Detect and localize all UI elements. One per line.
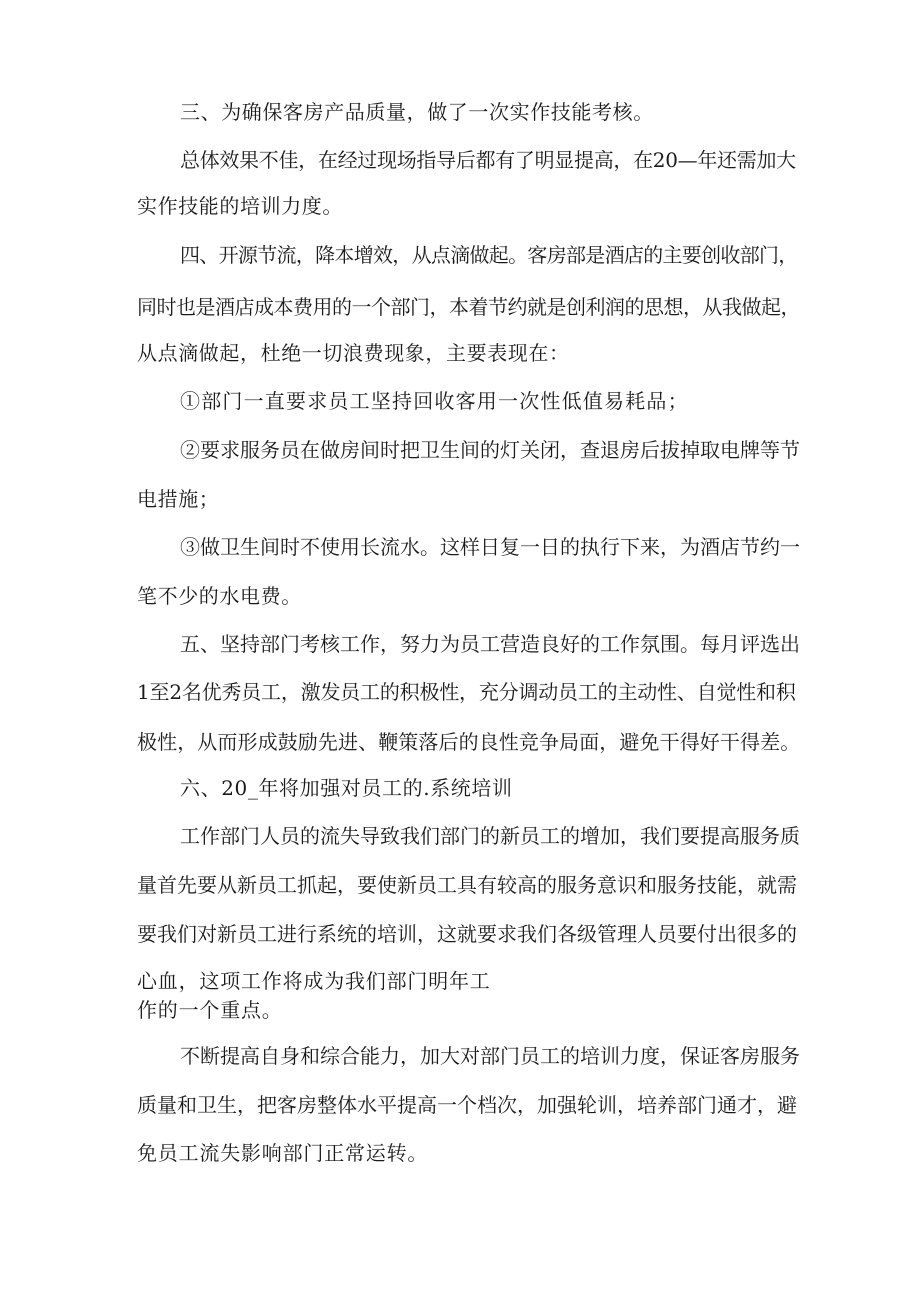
text-line: ①部门一直要求员工坚持回收客用一次性低值易耗品；	[180, 389, 689, 413]
text-line: 从点滴做起，杜绝一切浪费现象，主要表现在：	[137, 341, 570, 365]
text-line: 要我们对新员工进行系统的培训，这就要求我们各级管理人员要付出很多的	[137, 922, 797, 946]
text-line: 实作技能的培训力度。	[137, 194, 343, 218]
text-line: ②要求服务员在做房间时把卫生间的灯关闭，查退房后拔掉取电牌等节	[180, 438, 800, 462]
text-line: 总体效果不佳，在经过现场指导后都有了明显提高，在20—年还需加大	[180, 148, 796, 172]
text-line: 工作部门人员的流失导致我们部门的新员工的增加，我们要提高服务质	[180, 824, 800, 848]
text-line: 作的一个重点。	[137, 998, 283, 1022]
text-line: 心血，这项工作将成为我们部门明年工	[137, 969, 491, 993]
text-line: 不断提高自身和综合能力，加大对部门员工的培训力度，保证客房服务	[180, 1044, 800, 1068]
text-line: 量首先要从新员工抓起，要使新员工具有较高的服务意识和服务技能，就需	[137, 873, 797, 897]
text-line: 质量和卫生，把客房整体水平提高一个档次，加强轮训，培养部门通才，避	[137, 1093, 797, 1117]
text-line: 三、为确保客房产品质量，做了一次实作技能考核。	[180, 100, 654, 124]
text-line: 六、20_年将加强对员工的.系统培训	[180, 776, 513, 800]
text-line: 极性，从而形成鼓励先进、鞭策落后的良性竞争局面，避免干得好干得差。	[137, 730, 801, 754]
text-line: 同时也是酒店成本费用的一个部门，本着节约就是创利润的思想，从我做起，	[137, 295, 800, 319]
text-line: 笔不少的水电费。	[137, 584, 302, 608]
text-line: 电措施；	[137, 487, 220, 511]
text-line: 免员工流失影响部门正常运转。	[137, 1141, 429, 1165]
text-line: ③做卫生间时不使用长流水。这样日复一日的执行下来，为酒店节约一	[180, 535, 800, 559]
text-line: 四、开源节流，降本增效，从点滴做起。客房部是酒店的主要创收部门，	[180, 243, 798, 267]
text-line: 1至2名优秀员工，激发员工的积极性，充分调动员工的主动性、自觉性和积	[137, 680, 796, 704]
text-line: 五、坚持部门考核工作，努力为员工营造良好的工作氛围。每月评选出	[180, 632, 800, 656]
